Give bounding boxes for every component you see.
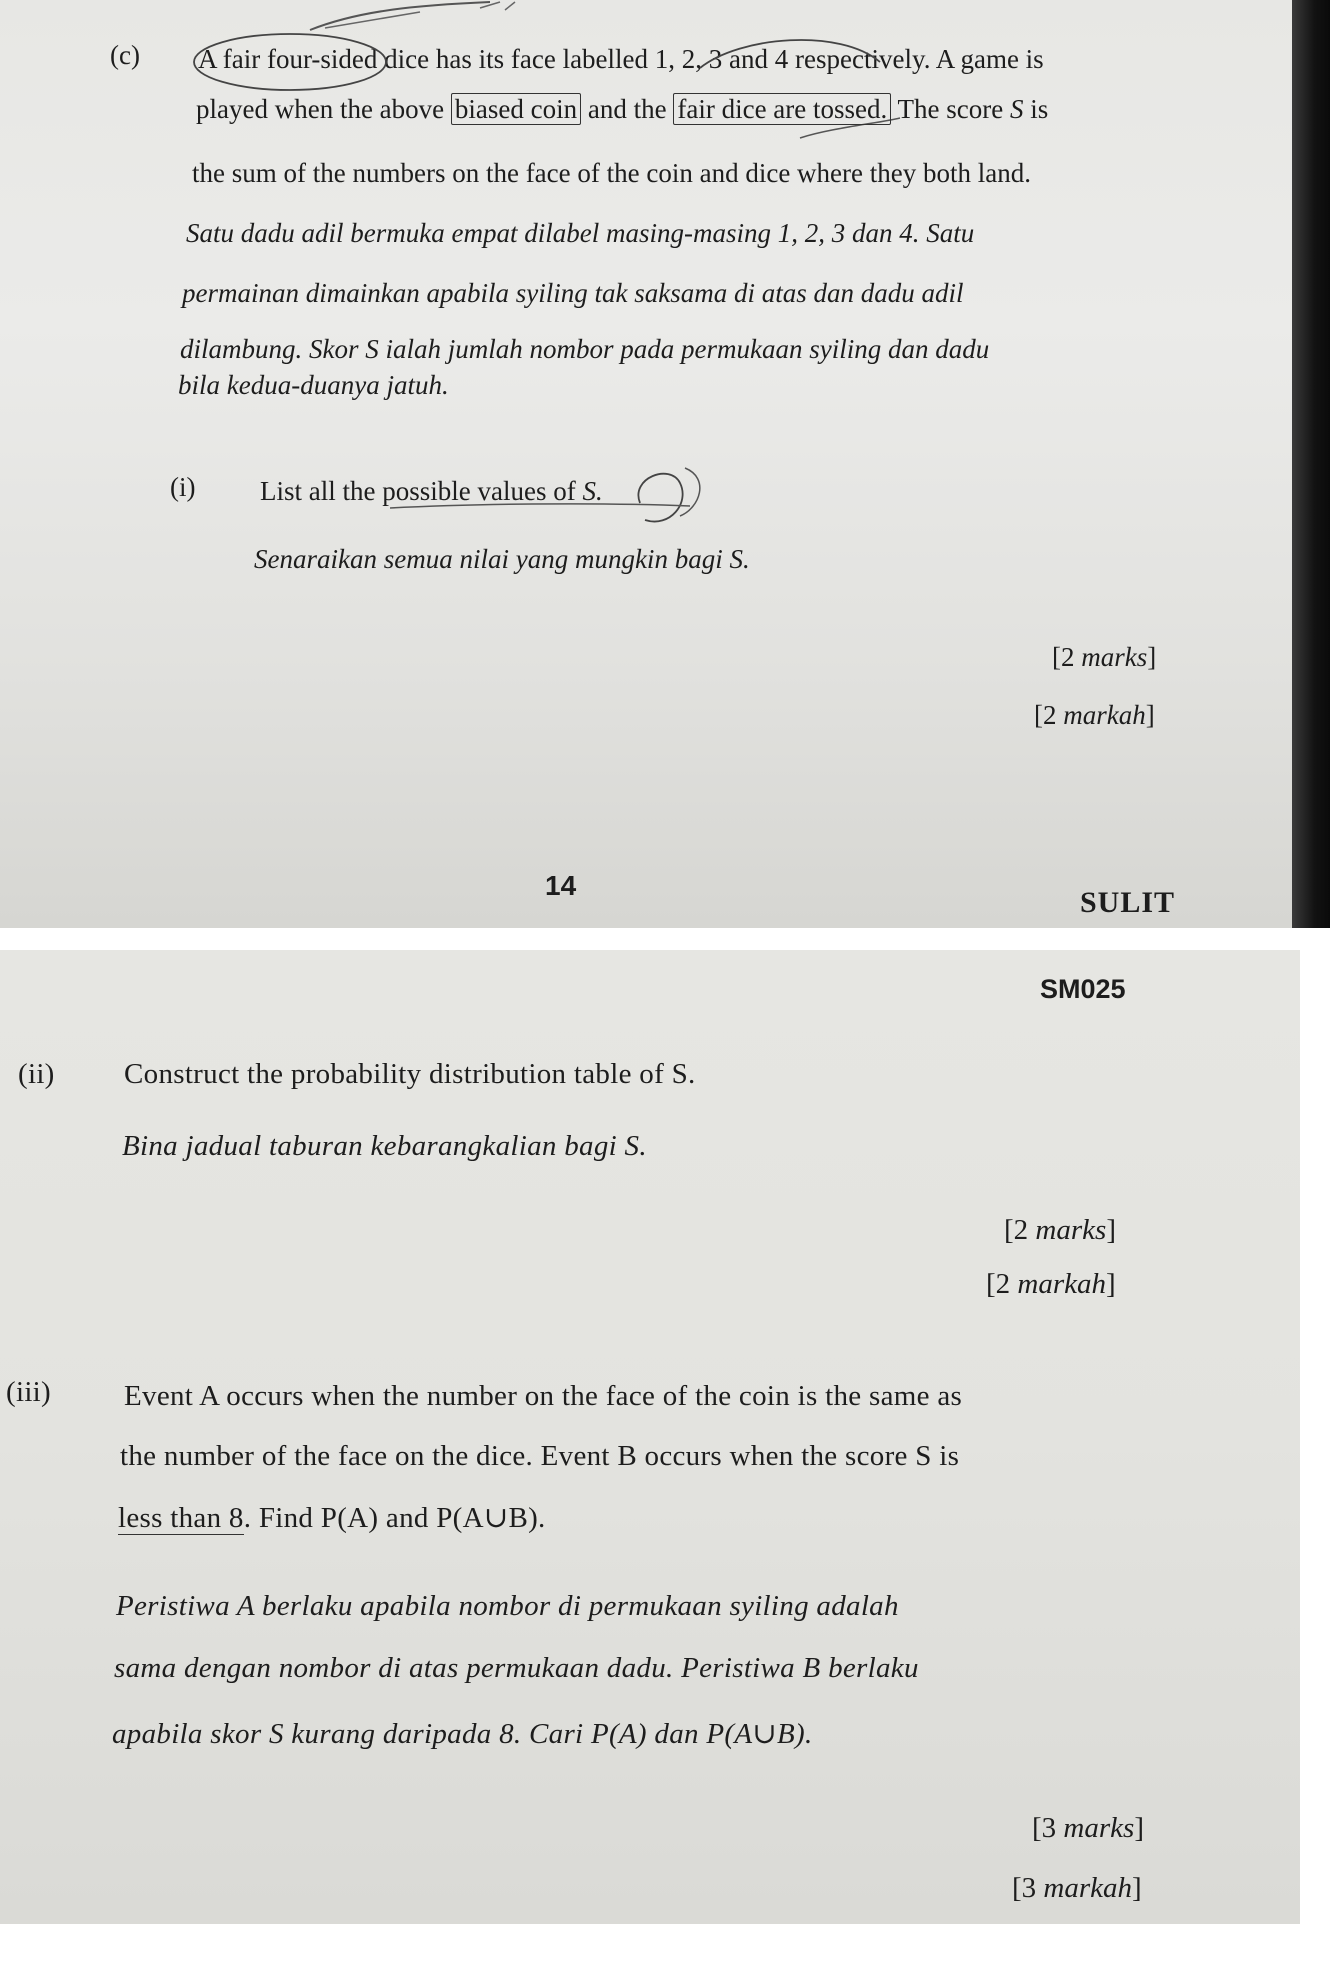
part-iii-ms-line3: apabila skor S kurang daripada 8. Cari P(A) dan P(A∪B).	[112, 1718, 813, 1750]
line2-text-g: is	[1023, 94, 1049, 124]
part-iii-ms-line1: Peristiwa A berlaku apabila nombor di permukaan syiling adalah	[116, 1590, 899, 1622]
part-iii-line2: the number of the face on the dice. Event B occurs when the score S is	[120, 1440, 960, 1472]
part-iii-label: (iii)	[6, 1376, 51, 1408]
part-i-marks-en: [2 marks]	[1052, 642, 1157, 672]
part-ii-marks-en: [2 marks]	[1004, 1214, 1116, 1246]
line2-text-c: and the	[581, 94, 674, 124]
question-c-ms-line3: dilambung. Skor S ialah jumlah nombor pada permukaan syiling dan dadu	[180, 334, 990, 364]
question-c-ms-line1: Satu dadu adil bermuka empat dilabel masing-masing 1, 2, 3 dan 4. Satu	[186, 218, 975, 248]
page-shadow-edge	[1292, 0, 1330, 928]
fair-dice-box: fair dice are tossed.	[673, 93, 891, 125]
header-code: SM025	[1040, 974, 1126, 1004]
part-iii-marks-en: [3 marks]	[1032, 1812, 1144, 1844]
part-iii-line3	[118, 1500, 546, 1535]
part-i-ms-text: Senaraikan semua nilai yang mungkin bagi S.	[254, 544, 750, 574]
sulit-label: SULIT	[1080, 886, 1176, 919]
part-i-question	[260, 476, 603, 507]
part-iii-line3-rest: . Find P(A) and P(A∪B).	[243, 1502, 546, 1534]
biased-coin-box: biased coin	[451, 93, 581, 125]
part-i-s-symbol: S.	[582, 476, 603, 506]
question-c-ms-line4: bila kedua-duanya jatuh.	[178, 370, 449, 400]
part-ii-text: Construct the probability distribution table of S.	[124, 1058, 696, 1090]
less-than-8-underlined: less than 8	[118, 1502, 244, 1534]
pen-circle-s	[610, 458, 730, 538]
top-page-photo	[0, 0, 1330, 928]
question-c-ms-line2: permainan dimainkan apabila syiling tak saksama di atas dan dadu adil	[182, 278, 964, 308]
line2-text-e: The score	[891, 94, 1010, 124]
pen-circle-marks	[180, 18, 1180, 158]
part-iii-marks-ms: [3 markah]	[1012, 1872, 1142, 1904]
part-ii-label: (ii)	[18, 1058, 55, 1090]
part-i-text: List all the possible values of	[260, 476, 583, 506]
question-c-line2	[196, 94, 1048, 125]
question-c-line3: the sum of the numbers on the face of the coin and dice where they both land.	[192, 158, 1031, 188]
part-ii-ms-text: Bina jadual taburan kebarangkalian bagi S.	[122, 1130, 647, 1162]
score-s-symbol: S	[1009, 94, 1024, 124]
part-i-marks-ms: [2 markah]	[1034, 700, 1155, 730]
part-ii-marks-ms: [2 markah]	[986, 1268, 1116, 1300]
part-iii-ms-line2: sama dengan nombor di atas permukaan dadu. Peristiwa B berlaku	[114, 1652, 919, 1684]
bottom-page-photo	[0, 950, 1300, 1924]
part-iii-line1: Event A occurs when the number on the face of the coin is the same as	[124, 1380, 963, 1412]
page-number: 14	[545, 870, 577, 901]
line2-text-a: played when the above	[196, 94, 451, 124]
question-c-label: (c)	[110, 40, 140, 70]
part-i-label: (i)	[170, 472, 196, 502]
question-c-line1: A fair four-sided dice has its face labelled 1, 2, 3 and 4 respectively. A game is	[198, 44, 1044, 74]
